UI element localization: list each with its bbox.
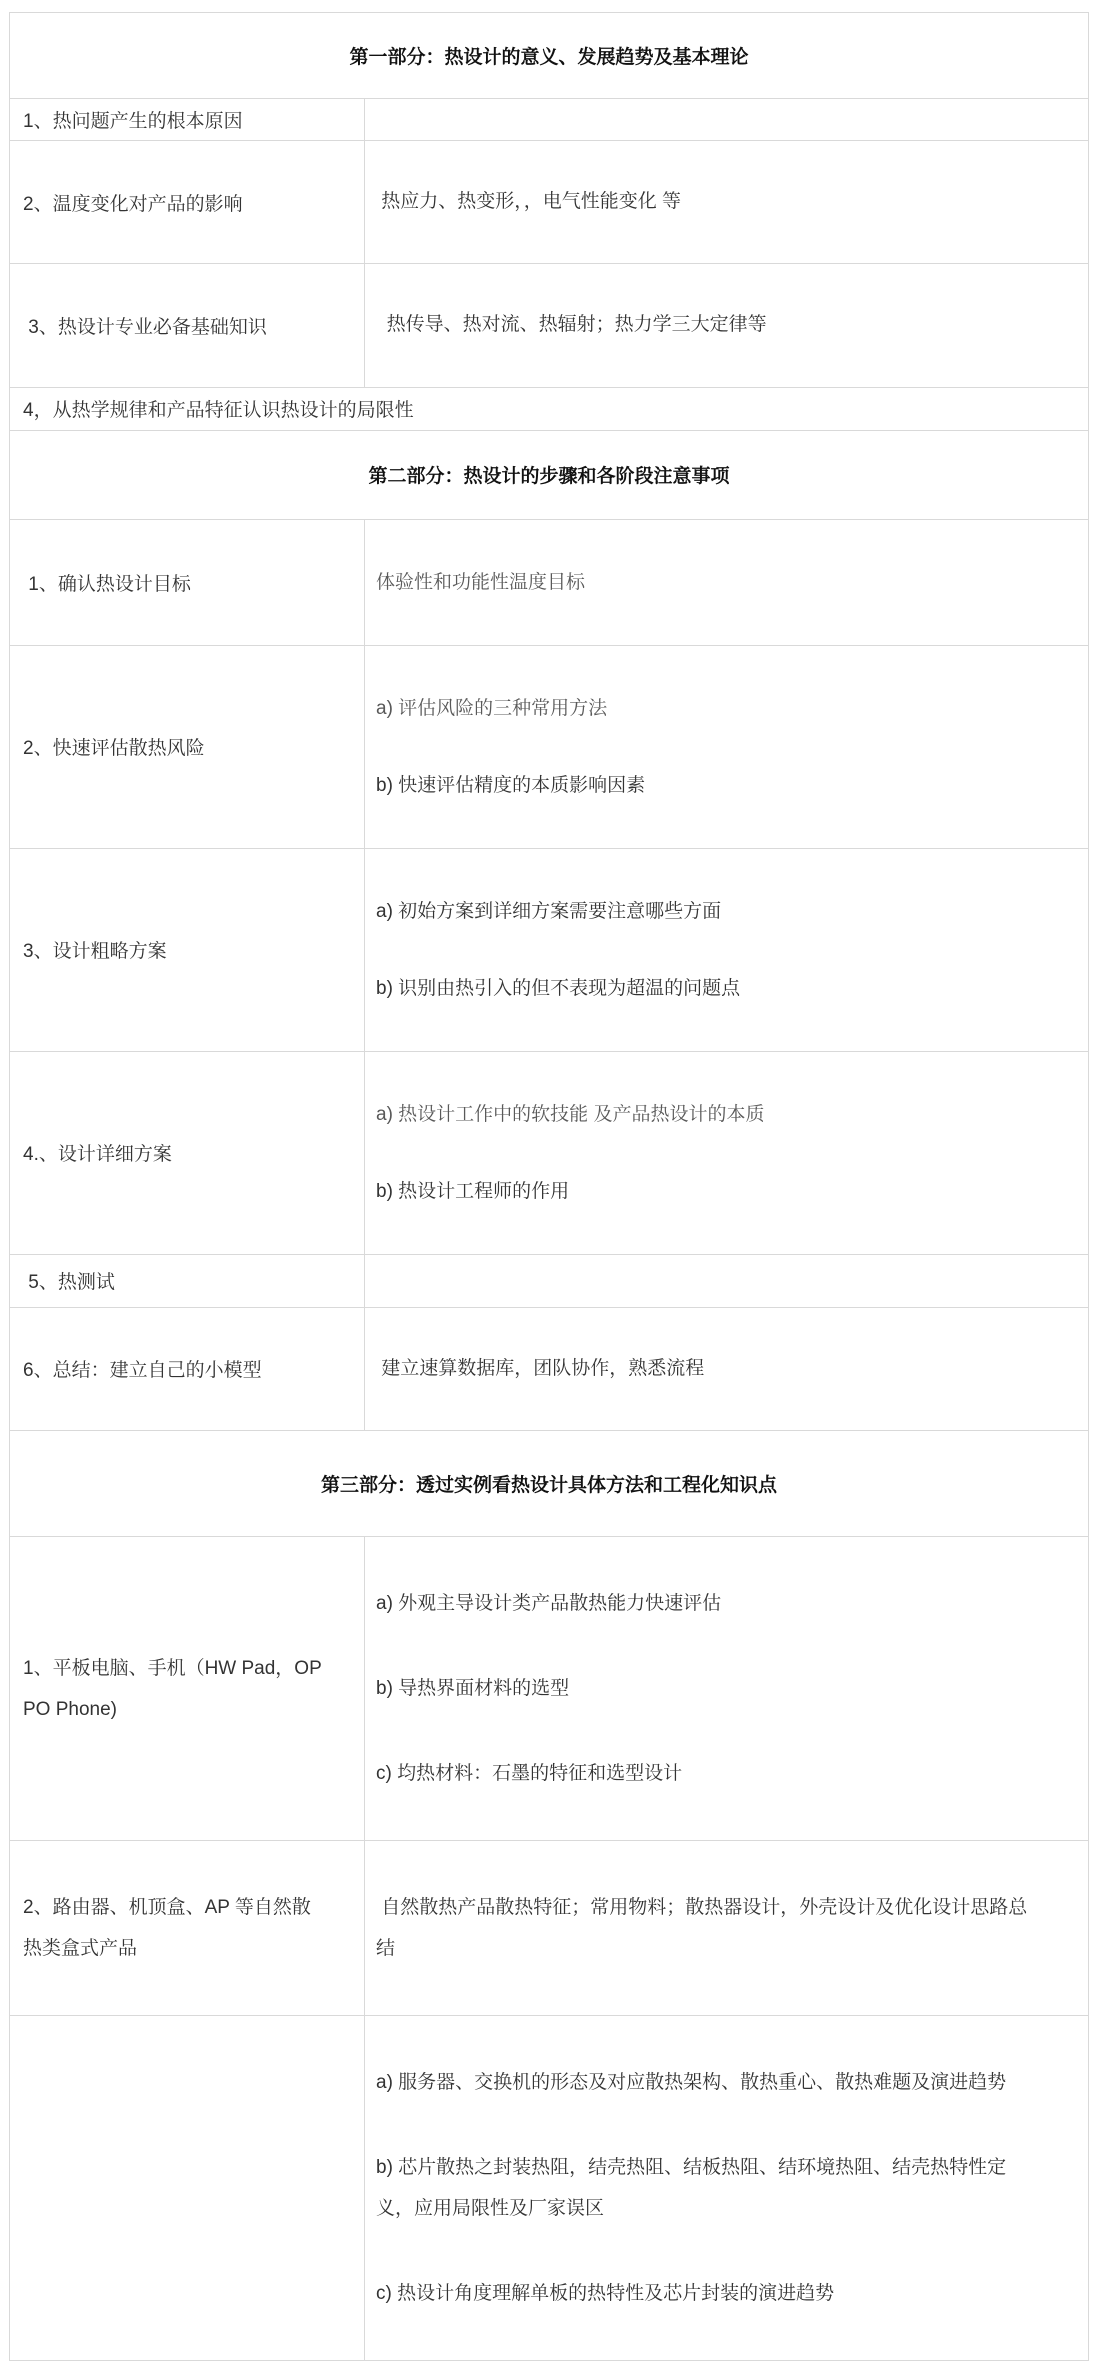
content-line: a) 外观主导设计类产品散热能力快速评估 bbox=[376, 1593, 722, 1615]
table-row bbox=[10, 99, 1089, 141]
content-line: b) 快速评估精度的本质影响因素 bbox=[376, 774, 646, 796]
table-row bbox=[10, 141, 1089, 264]
row-content bbox=[365, 1254, 1089, 1307]
row-content bbox=[365, 848, 1089, 1051]
content-line: a) 初始方案到详细方案需要注意哪些方面 bbox=[376, 900, 722, 922]
content-line: 自然散热产品散热特征；常用物料；散热器设计，外壳设计及优化设计思路总 结 bbox=[376, 1897, 1028, 1960]
row-content bbox=[365, 1537, 1089, 1841]
content-line: a) 评估风险的三种常用方法 bbox=[376, 697, 608, 719]
row-label: 5、热测试 bbox=[10, 1254, 365, 1307]
content-line: c) 热设计角度理解单板的热特性及芯片封装的演进趋势 bbox=[376, 2283, 835, 2305]
content-line: 热应力、热变形，，电气性能变化 等 bbox=[376, 191, 682, 212]
row-content bbox=[365, 141, 1089, 264]
row-label: 1、平板电脑、手机（HW Pad，OP PO Phone) bbox=[10, 1537, 365, 1841]
table-row bbox=[10, 264, 1089, 387]
content-line: b) 识别由热引入的但不表现为超温的问题点 bbox=[376, 977, 741, 999]
row-content bbox=[365, 519, 1089, 645]
table-row bbox=[10, 1841, 1089, 2016]
table-row bbox=[10, 2016, 1089, 2361]
row-label: 1、确认热设计目标 bbox=[10, 519, 365, 645]
table-row bbox=[10, 1051, 1089, 1254]
content-line: b) 热设计工程师的作用 bbox=[376, 1180, 570, 1202]
row-label-merged: 4，从热学规律和产品特征认识热设计的局限性 bbox=[10, 387, 1089, 430]
row-content bbox=[365, 645, 1089, 848]
table-row bbox=[10, 1537, 1089, 1841]
content-line: 体验性和功能性温度目标 bbox=[376, 571, 586, 593]
table-row bbox=[10, 519, 1089, 645]
course-outline-table bbox=[9, 12, 1089, 2361]
table-row bbox=[10, 1254, 1089, 1307]
section-3-title: 第三部分：透过实例看热设计具体方法和工程化知识点 bbox=[10, 1431, 1089, 1537]
table-row bbox=[10, 387, 1089, 430]
content-line: a) 服务器、交换机的形态及对应散热架构、散热重心、散热难题及演进趋势 bbox=[376, 2072, 1007, 2094]
content-line: 热传导、热对流、热辐射；热力学三大定律等 bbox=[376, 314, 767, 336]
row-label: 2、路由器、机顶盒、AP 等自然散 热类盒式产品 bbox=[10, 1841, 365, 2016]
row-content bbox=[365, 264, 1089, 387]
row-label: 2、温度变化对产品的影响 bbox=[10, 141, 365, 264]
section-title-row bbox=[10, 430, 1089, 519]
row-label bbox=[10, 2016, 365, 2361]
content-line: c) 均热材料：石墨的特征和选型设计 bbox=[376, 1763, 683, 1785]
row-label: 3、设计粗略方案 bbox=[10, 848, 365, 1051]
section-1-title: 第一部分：热设计的意义、发展趋势及基本理论 bbox=[10, 13, 1089, 99]
table-row bbox=[10, 848, 1089, 1051]
row-content bbox=[365, 99, 1089, 141]
content-line: 建立速算数据库，团队协作，熟悉流程 bbox=[376, 1357, 705, 1379]
content-line: a) 热设计工作中的软技能 及产品热设计的本质 bbox=[376, 1103, 765, 1125]
section-title-row bbox=[10, 13, 1089, 99]
row-label: 1、热问题产生的根本原因 bbox=[10, 99, 365, 141]
row-content bbox=[365, 1051, 1089, 1254]
row-label: 4.、设计详细方案 bbox=[10, 1051, 365, 1254]
content-line: b) 芯片散热之封装热阻，结壳热阻、结板热阻、结环境热阻、结壳热特性定 义，应用局限性及厂家误区 bbox=[376, 2157, 1007, 2220]
section-2-title: 第二部分：热设计的步骤和各阶段注意事项 bbox=[10, 430, 1089, 519]
content-line: b) 导热界面材料的选型 bbox=[376, 1678, 570, 1700]
table-row bbox=[10, 645, 1089, 848]
row-content bbox=[365, 1841, 1089, 2016]
row-label: 6、总结：建立自己的小模型 bbox=[10, 1307, 365, 1430]
row-content bbox=[365, 2016, 1089, 2361]
table-row bbox=[10, 1307, 1089, 1430]
row-content bbox=[365, 1307, 1089, 1430]
row-label: 3、热设计专业必备基础知识 bbox=[10, 264, 365, 387]
row-label: 2、快速评估散热风险 bbox=[10, 645, 365, 848]
section-title-row bbox=[10, 1431, 1089, 1537]
